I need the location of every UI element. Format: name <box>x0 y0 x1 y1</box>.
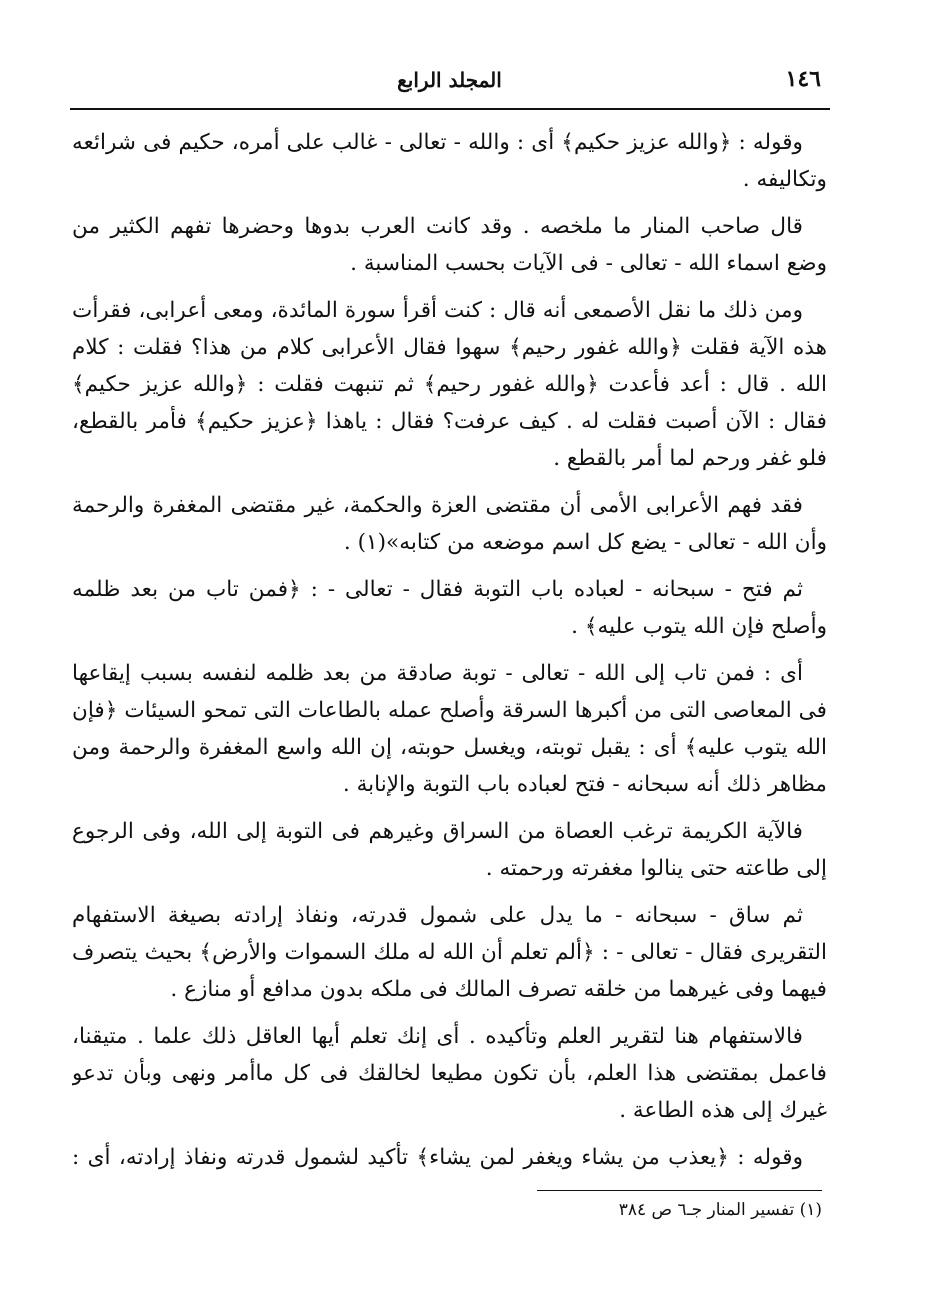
header-divider <box>70 108 830 110</box>
page-number: ١٤٦ <box>785 66 821 92</box>
paragraph: فالآية الكريمة ترغب العصاة من السراق وغيرهم فى التوبة إلى الله، وفى الرجوع إلى طاعته حتى ينالوا مغفرته ورحمته . <box>72 819 827 881</box>
paragraph: وقوله : ﴿يعذب من يشاء ويغفر لمن يشاء﴾ تأكيد لشمول قدرته ونفاذ إرادته، أى : <box>72 1145 803 1170</box>
paragraph: قال صاحب المنار ما ملخصه . وقد كانت العرب بدوها وحضرها تفهم الكثير من وضع اسماء الله - تعالى - فى الآيات بحسب المناسبة . <box>72 214 827 276</box>
paragraph: فقد فهم الأعرابى الأمى أن مقتضى العزة والحكمة، غير مقتضى المغفرة والرحمة وأن الله - تعالى - يضع كل اسم موضعه من كتابه»(١) . <box>72 493 827 555</box>
paragraph: وقوله : ﴿والله عزيز حكيم﴾ أى : والله - تعالى - غالب على أمره، حكيم فى شرائعه وتكاليفه . <box>72 130 827 192</box>
running-header <box>72 64 827 104</box>
paragraph: ثم ساق - سبحانه - ما يدل على شمول قدرته، ونفاذ إرادته بصيغة الاستفهام التقريرى فقال - تعالى - : ﴿ألم تعلم أن الله له ملك السموات والأرض﴾ بحيث يتصرف فيهما وفى غيرهما من خلقه تصرف المالك فى ملكه بدون مدافع أو منازع . <box>72 903 827 1002</box>
footnote-divider <box>537 1190 822 1191</box>
paragraph: ثم فتح - سبحانه - لعباده باب التوبة فقال - تعالى - : ﴿فمن تاب من بعد ظلمه وأصلح فإن الله يتوب عليه﴾ . <box>72 577 827 639</box>
paragraph: ومن ذلك ما نقل الأصمعى أنه قال : كنت أقرأ سورة المائدة، ومعى أعرابى، فقرأت هذه الآية فقلت ﴿والله غفور رحيم﴾ سهوا فقال الأعرابى كلام من هذا؟ فقلت : كلام الله . قال : أعد فأعدت ﴿والله غفور رحيم﴾ ثم تنبهت فقلت : ﴿والله عزيز حكيم﴾ فقال : الآن أصبت فقلت له . كيف عرفت؟ فقال : ياهذا ﴿عزيز حكيم﴾ فأمر بالقطع، فلو غفر ورحم لما أمر بالقطع . <box>72 298 827 471</box>
volume-title: المجلد الرابع <box>397 68 502 92</box>
paragraph: أى : فمن تاب إلى الله - تعالى - توبة صادقة من بعد ظلمه لنفسه بسبب إيقاعها فى المعاصى التى من أكبرها السرقة وأصلح عمله بالطاعات التى تمحو السيئات ﴿فإن الله يتوب عليه﴾ أى : يقبل توبته، ويغسل حوبته، إن الله واسع المغفرة والرحمة ومن مظاهر ذلك أنه سبحانه - فتح لعباده باب التوبة والإنابة . <box>72 661 827 797</box>
footnote: (١) تفسير المنار جـ٦ ص ٣٨٤ <box>618 1200 822 1220</box>
paragraph: فالاستفهام هنا لتقرير العلم وتأكيده . أى إنك تعلم أيها العاقل ذلك علما . متيقنا، فاعمل بمقتضى هذا العلم، بأن تكون مطيعا لخالقك فى كل ماأمر ونهى وبأن تدعو غيرك إلى هذه الطاعة . <box>72 1024 827 1123</box>
body-text <box>72 124 827 1174</box>
